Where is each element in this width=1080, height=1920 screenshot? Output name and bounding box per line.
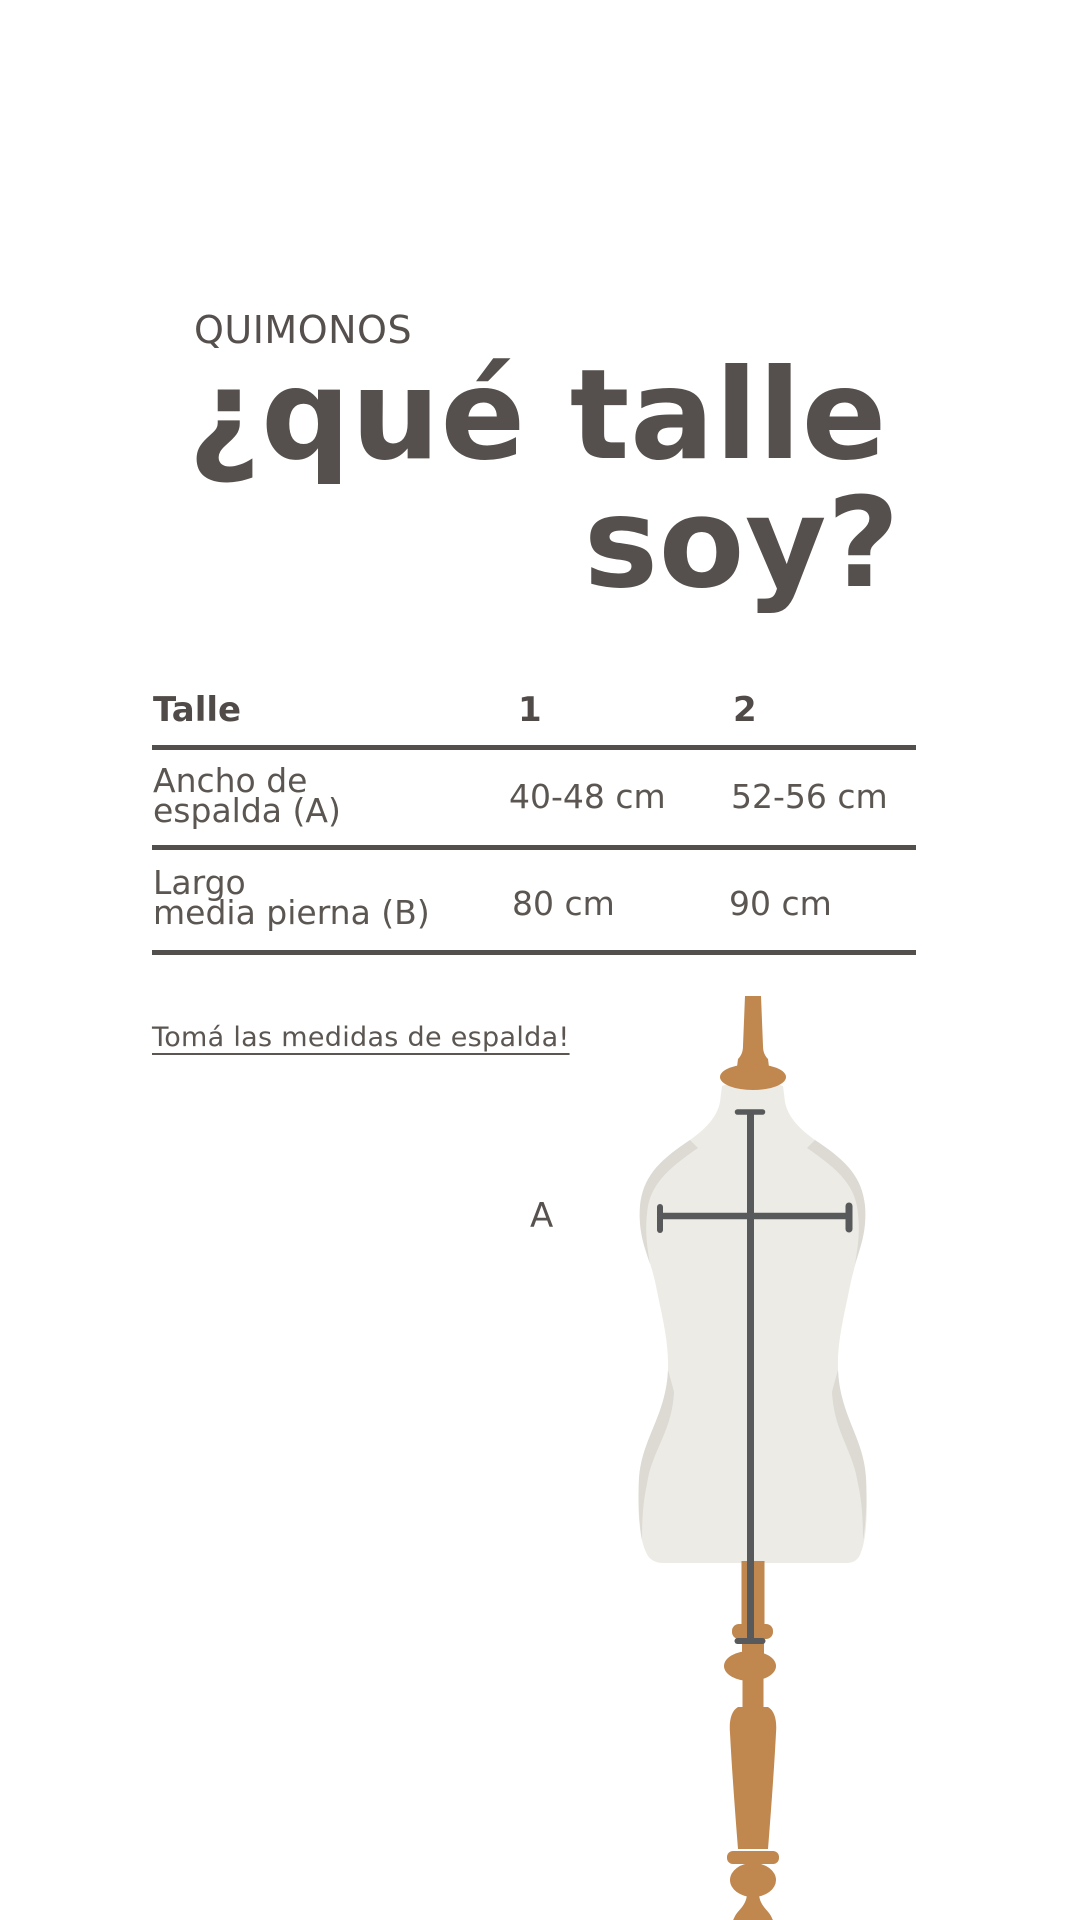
mannequin-neck-finial (737, 996, 769, 1067)
table-divider (152, 845, 916, 850)
table-header-size-1: 1 (518, 690, 542, 730)
table-value-largo-size2: 90 cm (729, 884, 832, 923)
table-divider (152, 950, 916, 955)
measurement-label-a: A (530, 1196, 554, 1236)
table-row-label-line: media pierna (B) (153, 893, 430, 932)
stand-knob (724, 1651, 776, 1681)
table-row-label-ancho (153, 761, 341, 830)
table-divider (152, 745, 916, 750)
table-header-size-2: 2 (733, 690, 757, 730)
table-row-label-line: Largo (153, 863, 246, 902)
measurement-note-link[interactable]: Tomá las medidas de espalda! (152, 1022, 570, 1053)
table-value-ancho-size2: 52-56 cm (731, 777, 888, 816)
brand-label: QUIMONOS (194, 308, 413, 352)
table-value-largo-size1: 80 cm (512, 884, 615, 923)
table-value-ancho-size1: 40-48 cm (509, 777, 666, 816)
page-title (188, 343, 900, 616)
stand-pole-mid (743, 1678, 764, 1710)
stand-ball (730, 1863, 776, 1897)
mannequin-neck-cap (720, 1064, 786, 1090)
page-title-line1: ¿qué talle (188, 343, 887, 488)
dress-form-mannequin-illustration (600, 990, 920, 1920)
stand-disc (727, 1851, 779, 1864)
table-row-label-line: espalda (A) (153, 791, 341, 830)
table-row-label-largo (153, 863, 430, 932)
table-row-label-line: Ancho de (153, 761, 308, 800)
page-title-line2: soy? (583, 471, 900, 616)
stand-baluster-vase (730, 1707, 776, 1849)
table-header-talle: Talle (153, 690, 242, 730)
stand-base (733, 1893, 773, 1920)
